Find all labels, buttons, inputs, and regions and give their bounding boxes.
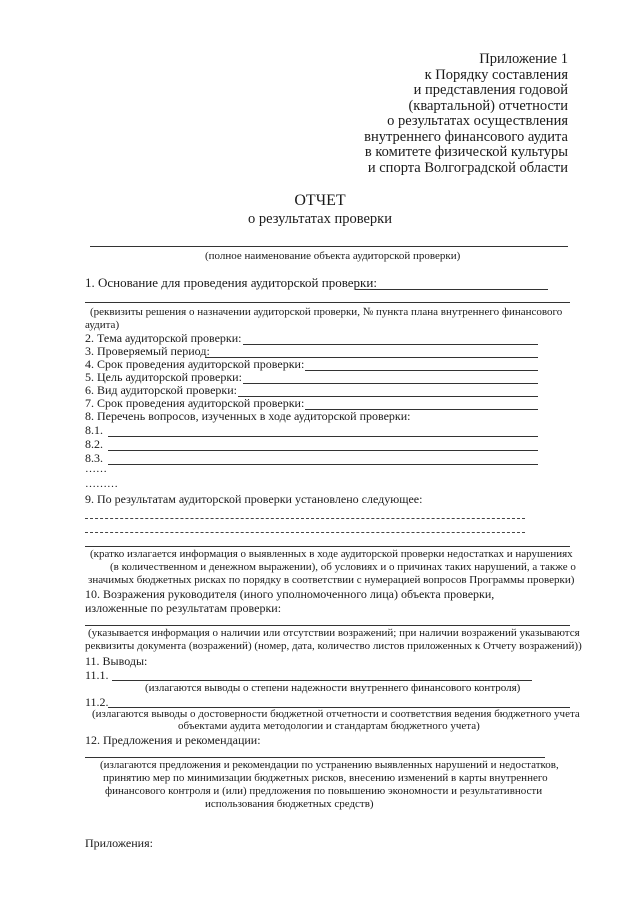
conclusion-field[interactable]	[112, 680, 532, 681]
item-questions: 8. Перечень вопросов, изученных в ходе аудиторской проверки:	[85, 409, 411, 423]
objections-hint: (указывается информация о наличии или отсутствии возражений; при наличии возражений указываются	[88, 627, 580, 639]
item-attachments: Приложения:	[85, 836, 153, 850]
question-number: 8.3.	[85, 451, 103, 465]
basis-field-line[interactable]	[85, 302, 570, 303]
appendix-line: внутреннего финансового аудита	[364, 128, 568, 145]
basis-field[interactable]	[355, 289, 548, 290]
results-field[interactable]	[85, 546, 570, 547]
topic-field[interactable]	[243, 344, 538, 345]
question-field[interactable]	[108, 464, 538, 465]
appendix-line: и представления годовой	[413, 82, 568, 98]
item-term: 4. Срок проведения аудиторской проверки:	[85, 357, 305, 371]
question-ellipsis: ……	[85, 463, 107, 475]
results-field[interactable]	[85, 518, 525, 519]
objections-hint: реквизиты документа (возражений) (номер, дата, количество листов приложенных к Отчету возражений))	[85, 640, 582, 652]
goal-field[interactable]	[243, 383, 538, 384]
conclusion-hint: (излагаются выводы о достоверности бюджетной отчетности и соответствия ведения бюджетного учета	[92, 708, 580, 720]
results-hint: значимых бюджетных рисках по порядку в соответствии с нумерацией вопросов Программы проверки)	[88, 574, 575, 586]
item-objections: 10. Возражения руководителя (иного уполномоченного лица) объекта проверки,	[85, 587, 495, 601]
item-term2: 7. Срок проведения аудиторской проверки:	[85, 396, 305, 410]
item-results: 9. По результатам аудиторской проверки установлено следующее:	[85, 492, 423, 506]
item-period: 3. Проверяемый период:	[85, 344, 210, 358]
report-title: ОТЧЕТ	[294, 192, 346, 209]
basis-hint: (реквизиты решения о назначении аудиторской проверки, № пункта плана внутреннего финансового	[90, 306, 563, 318]
appendix-line: (квартальной) отчетности	[408, 97, 568, 114]
proposals-hint: использования бюджетных средств)	[205, 798, 374, 810]
item-topic: 2. Тема аудиторской проверки:	[85, 331, 242, 345]
results-hint: (в количественном и денежном выражении), об условиях и о причинах таких нарушений, а также о	[110, 561, 576, 573]
appendix-line: к Порядку составления	[424, 66, 568, 83]
item-basis: 1. Основание для проведения аудиторской проверки:	[85, 275, 377, 290]
conclusion-hint: объектами аудита методологии и стандартам бюджетного учета)	[178, 720, 480, 732]
conclusion-hint: (излагаются выводы о степени надежности внутреннего финансового контроля)	[145, 682, 521, 694]
proposals-field[interactable]	[85, 757, 545, 758]
question-number: 8.1.	[85, 423, 103, 437]
question-field[interactable]	[108, 450, 538, 451]
conclusion-number: 11.2.	[85, 695, 109, 709]
appendix-line: в комитете физической культуры	[364, 144, 568, 160]
proposals-hint: (излагаются предложения и рекомендации по устранению выявленных нарушений и недостатков,	[100, 759, 559, 771]
item-conclusions: 11. Выводы:	[85, 654, 148, 668]
question-ellipsis: ………	[85, 478, 118, 490]
report-subtitle: о результатах проверки	[248, 211, 392, 227]
term-field[interactable]	[305, 370, 538, 371]
proposals-hint: финансового контроля и (или) предложения по повышению экономности и результативности	[105, 785, 543, 797]
conclusion-number: 11.1.	[85, 668, 109, 682]
appendix-header	[364, 52, 568, 176]
item-goal: 5. Цель аудиторской проверки:	[85, 370, 242, 384]
appendix-line: и спорта Волгоградской области	[367, 159, 568, 176]
proposals-hint: принятию мер по минимизации бюджетных рисков, внесению изменений в карты внутреннего	[103, 772, 548, 784]
basis-hint: аудита)	[85, 319, 120, 331]
item-objections: изложенные по результатам проверки:	[85, 601, 282, 615]
item-type: 6. Вид аудиторской проверки:	[85, 383, 238, 397]
object-name-line	[90, 246, 568, 247]
appendix-line: о результатах осуществления	[387, 113, 568, 129]
results-hint: (кратко излагается информация о выявленных в ходе аудиторской проверки недостатках и нарушениях	[90, 548, 573, 560]
objections-field[interactable]	[85, 625, 570, 626]
appendix-line: Приложение 1	[479, 51, 568, 67]
results-field[interactable]	[85, 532, 525, 533]
question-number: 8.2.	[85, 437, 103, 451]
item-proposals: 12. Предложения и рекомендации:	[85, 733, 261, 747]
question-field[interactable]	[108, 436, 538, 437]
object-name-hint: (полное наименование объекта аудиторской проверки)	[205, 250, 461, 262]
